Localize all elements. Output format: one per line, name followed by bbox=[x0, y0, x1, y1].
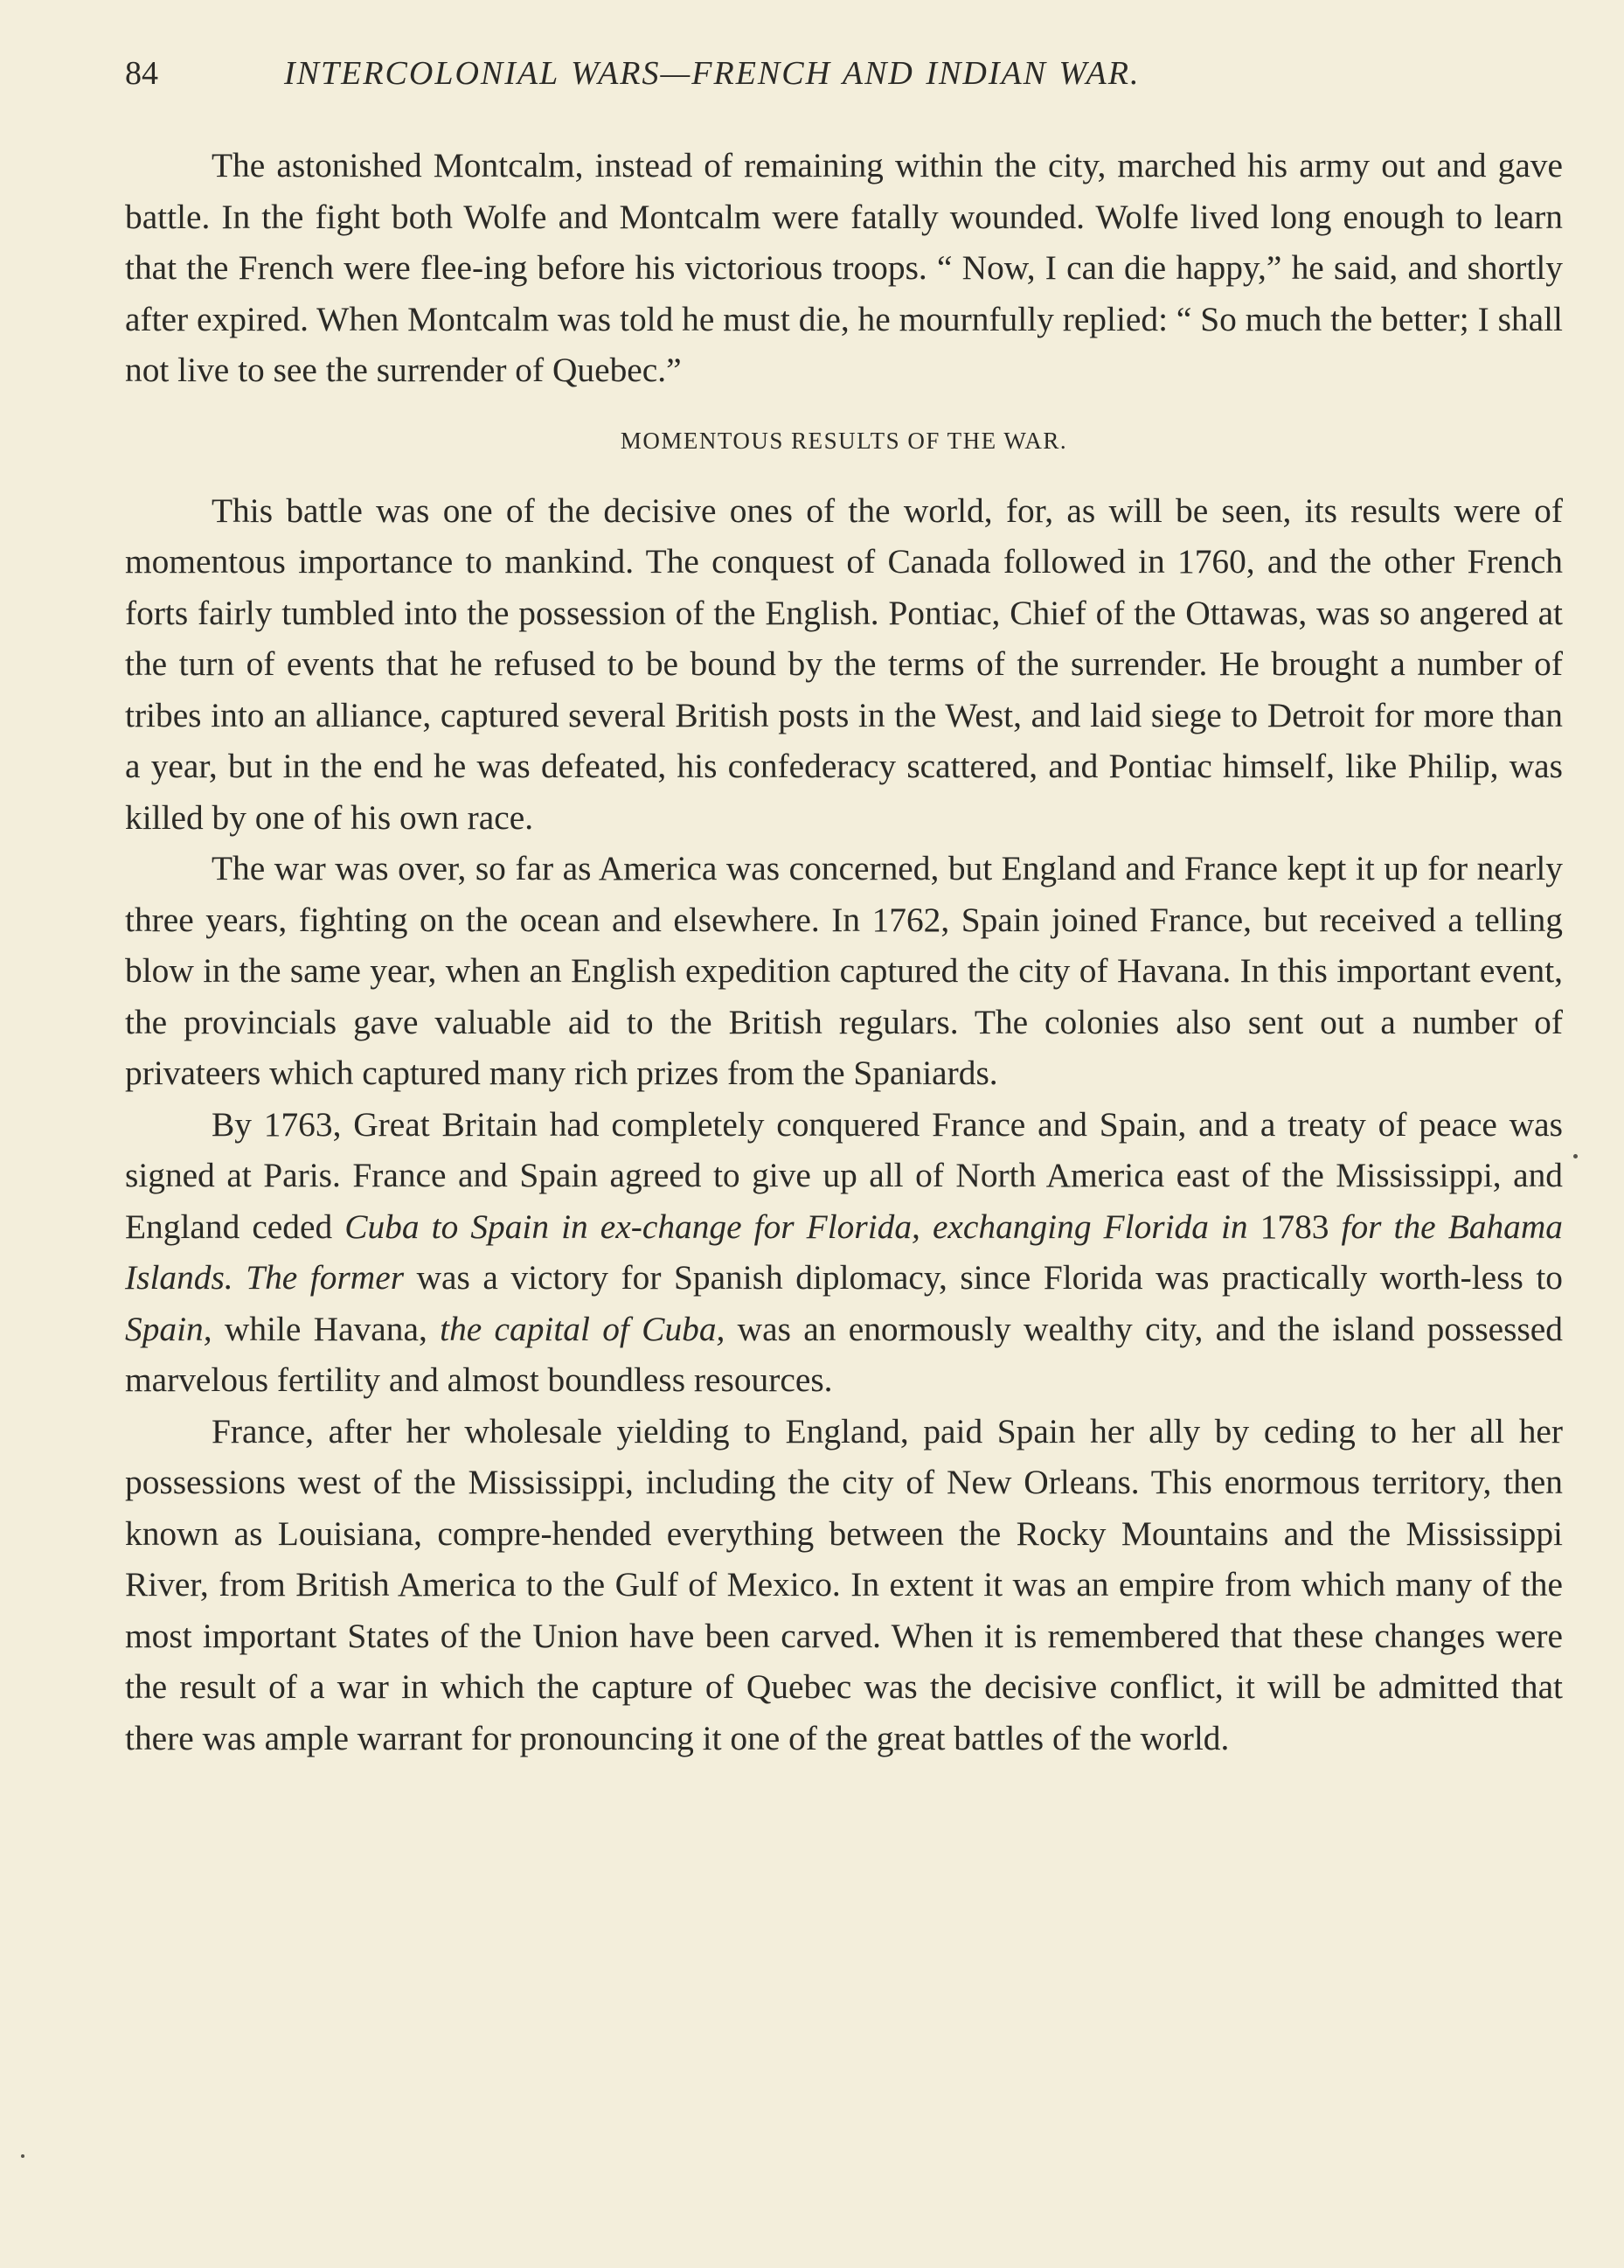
treaty-text-2: was a victory for Spanish diplomacy, since Florida was practically worth-less to bbox=[404, 1258, 1563, 1297]
print-speck bbox=[1573, 1154, 1578, 1158]
treaty-text-3: while Havana, bbox=[212, 1309, 441, 1348]
running-title: INTERCOLONIAL WARS—FRENCH AND INDIAN WAR. bbox=[284, 55, 1141, 92]
print-speck bbox=[21, 2154, 24, 2158]
page-number: 84 bbox=[125, 55, 158, 92]
section-heading: MOMENTOUS RESULTS OF THE WAR. bbox=[620, 427, 1068, 454]
treaty-year: 1783 bbox=[1260, 1207, 1329, 1246]
treaty-italic-1: Cuba to Spain in ex-change for Florida, exchanging Florida in bbox=[344, 1207, 1260, 1246]
page-header bbox=[125, 54, 1563, 110]
paragraph-louisiana: France, after her wholesale yielding to England, paid Spain her ally by ceding to her all her possessions west of the Mississippi, including the city of New Orleans. This enormous territory, then known as Louisiana, compre-hended everything between the Rocky Mountains and the Mississippi River, from British America to the Gulf of Mexico. In extent it was an empire from which many of the most important States of the Union have been carved. When it is remembered that these changes were the result of a war in which the capture of Quebec was the decisive conflict, it will be admitted that there was ample warrant for pronouncing it one of the great battles of the world. bbox=[125, 1411, 1563, 1757]
paragraph-decisive-battle: This battle was one of the decisive ones of the world, for, as will be seen, its results were of momentous importance to mankind. The conquest of Canada followed in 1760, and the other French forts fairly tumbled into the possession of the English. Pontiac, Chief of the Ottawas, was so angered at the turn of events that he refused to be bound by the terms of the surrender. He brought a number of tribes into an alliance, captured several British posts in the West, and laid siege to Detroit for more than a year, but in the end he was defeated, his confederacy scattered, and Pontiac himself, like Philip, was killed by one of his own race. bbox=[125, 490, 1563, 837]
paragraph-treaty-of-paris bbox=[125, 1099, 1563, 1406]
treaty-text-4: was an enormously wealthy city, and the island possessed marvelous fertility and almost boundless resources. bbox=[125, 1309, 1563, 1399]
paragraph-war-continued: The war was over, so far as America was concerned, but England and France kept it up for nearly three years, fighting on the ocean and elsewhere. In 1762, Spain joined France, but received a telling blow in the same year, when an English expedition captured the city of Havana. In this important event, the provincials gave valuable aid to the British regulars. The colonies also sent out a number of privateers which captured many rich prizes from the Spaniards. bbox=[125, 849, 1563, 1092]
treaty-italic-3: Spain, bbox=[125, 1309, 212, 1348]
paragraph-montcalm-battle: The astonished Montcalm, instead of remaining within the city, marched his army out and gave battle. In the fight both Wolfe and Montcalm were fatally wounded. Wolfe lived long enough to learn that the French were flee-ing before his victorious troops. “ Now, I can die happy,” he said, and shortly after expired. When Montcalm was told he must die, he mournfully replied: “ So much the better; I shall not live to see the surrender of Quebec.” bbox=[125, 146, 1563, 389]
treaty-italic-4: the capital of Cuba, bbox=[440, 1309, 725, 1348]
treaty-italic-2: for the Bahama Islands. The former bbox=[125, 1207, 1563, 1297]
treaty-text-1: By 1763, Great Britain had completely conquered France and Spain, and a treaty of peace was signed at Paris. France and Spain agreed to give up all of North America east of the Mississippi, and England ceded bbox=[125, 1104, 1563, 1246]
